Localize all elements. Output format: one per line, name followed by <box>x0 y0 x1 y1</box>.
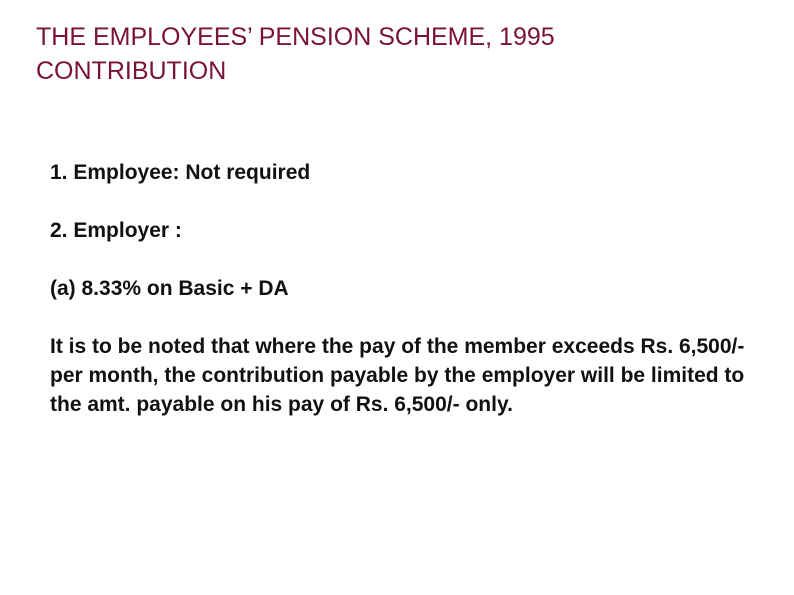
slide-title <box>36 20 776 88</box>
employer-contribution-heading: 2. Employer : <box>50 219 182 242</box>
slide-body <box>50 158 770 448</box>
contribution-note: It is to be noted that where the pay of the member exceeds Rs. 6,500/- per month, the contribution payable by the employer will be limited to the amt. payable on his pay of Rs. 6,500/- only. <box>50 335 745 416</box>
employee-contribution: 1. Employee: Not required <box>50 161 311 184</box>
title-line-2: CONTRIBUTION <box>36 57 227 85</box>
employer-contribution-rate: (a) 8.33% on Basic + DA <box>50 277 289 300</box>
title-line-1: THE EMPLOYEES’ PENSION SCHEME, 1995 <box>36 23 555 51</box>
